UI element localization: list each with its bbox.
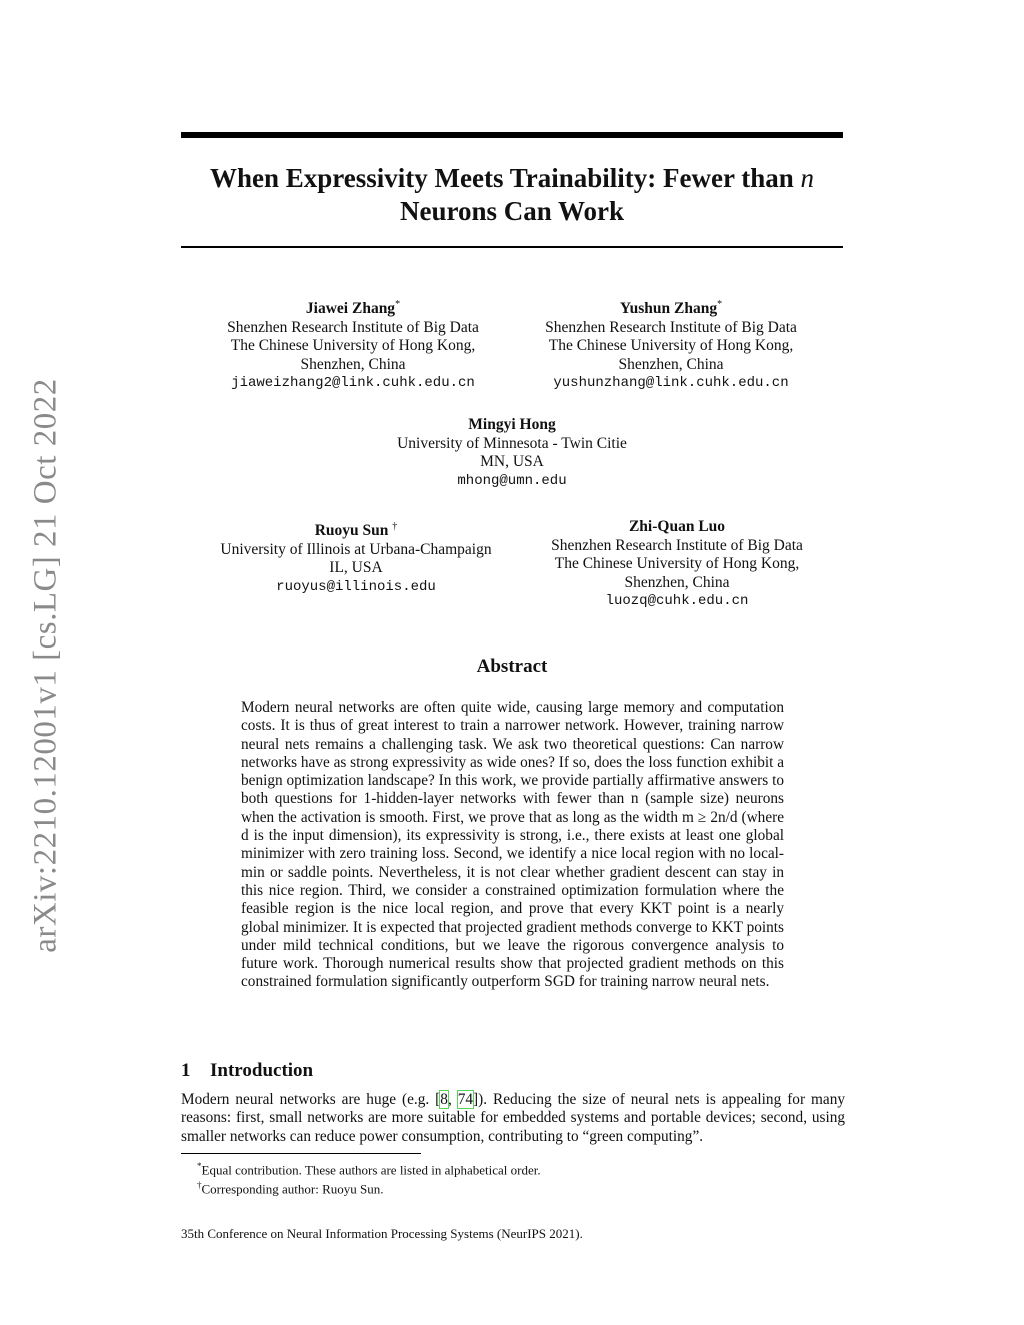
author-affiliation: Shenzhen, China bbox=[624, 573, 730, 591]
title-math-n: n bbox=[800, 163, 814, 193]
author-affiliation: Shenzhen Research Institute of Big Data bbox=[227, 318, 479, 336]
footnote-corresponding-author: †Corresponding author: Ruoyu Sun. bbox=[197, 1180, 384, 1197]
author-block-mingyi-hong bbox=[352, 416, 672, 490]
author-affiliation: Shenzhen, China bbox=[618, 355, 724, 373]
section-number: 1 bbox=[181, 1060, 191, 1081]
footnote-equal-contribution: *Equal contribution. These authors are listed in alphabetical order. bbox=[197, 1161, 541, 1178]
author-affiliation: Shenzhen Research Institute of Big Data bbox=[551, 536, 803, 554]
introduction-heading bbox=[181, 1060, 313, 1082]
author-affiliation: Shenzhen, China bbox=[300, 355, 406, 373]
author-affiliation: The Chinese University of Hong Kong, bbox=[554, 555, 800, 572]
author-affiliation: The Chinese University of Hong Kong, bbox=[230, 337, 476, 355]
author-name: Yushun Zhang* bbox=[619, 299, 723, 318]
abstract-heading: Abstract bbox=[476, 656, 548, 677]
author-affiliation: The Chinese University of Hong Kong, bbox=[548, 337, 794, 355]
author-affiliation: MN, USA bbox=[480, 453, 544, 470]
author-affiliation: IL, USA bbox=[329, 559, 383, 577]
author-name: Ruoyu Sun † bbox=[314, 521, 398, 540]
author-affiliation: University of Minnesota - Twin Citie bbox=[397, 434, 627, 452]
author-email[interactable]: ruoyus@illinois.edu bbox=[276, 578, 436, 595]
title-rule-bottom bbox=[181, 246, 843, 248]
author-block-yushun-zhang bbox=[511, 296, 831, 393]
author-affiliation: Shenzhen Research Institute of Big Data bbox=[545, 318, 797, 336]
author-email[interactable]: luozq@cuhk.edu.cn bbox=[605, 593, 749, 609]
title-part2: Neurons Can Work bbox=[399, 196, 625, 226]
author-block-ruoyu-sun bbox=[196, 518, 516, 596]
author-name: Mingyi Hong bbox=[468, 416, 556, 433]
footnote-rule bbox=[181, 1153, 421, 1154]
citation-link-74[interactable]: 74 bbox=[457, 1091, 474, 1108]
arxiv-id: arXiv:2210.12001v1 [cs.LG] 21 Oct 2022 bbox=[27, 377, 64, 953]
title-rule-top bbox=[181, 132, 843, 138]
author-block-zhi-quan-luo bbox=[517, 518, 837, 611]
author-email[interactable]: mhong@umn.edu bbox=[457, 472, 567, 489]
arxiv-stamp bbox=[16, 370, 76, 960]
author-email[interactable]: yushunzhang@link.cuhk.edu.cn bbox=[553, 375, 789, 392]
author-name: Zhi-Quan Luo bbox=[628, 518, 726, 535]
author-email[interactable]: jiaweizhang2@link.cuhk.edu.cn bbox=[231, 375, 475, 392]
title-part1: When Expressivity Meets Trainability: Fewer than bbox=[210, 163, 801, 193]
citation-link-8[interactable]: 8 bbox=[440, 1091, 448, 1108]
author-affiliation: University of Illinois at Urbana-Champaign bbox=[220, 540, 492, 558]
paper-title bbox=[181, 162, 843, 228]
author-name: Jiawei Zhang* bbox=[305, 299, 401, 318]
venue-note: 35th Conference on Neural Information Processing Systems (NeurIPS 2021). bbox=[181, 1226, 583, 1241]
introduction-text: Modern neural networks are huge (e.g. [8, 74]). Reducing the size of neural nets is appealing for many reasons: first, small networks are more suitable for embedded systems and portable devices; second, using smaller networks can reduce power consumption, contributing to “green computing”. bbox=[181, 1091, 846, 1145]
section-title: Introduction bbox=[210, 1060, 314, 1081]
abstract-text: Modern neural networks are often quite wide, causing large memory and computation costs. It is thus of great interest to train a narrower network. However, training narrow neural nets remains a challenging task. We ask two theoretical questions: Can narrow networks have as strong expressivity as wide ones? If so, does the loss function exhibit a benign optimization landscape? In this work, we provide partially affirmative answers to both questions for 1-hidden-layer networks with fewer than n (sample size) neurons when the activation is smooth. First, we prove that as long as the width m ≥ 2n/d (where d is the input dimension), its expressivity is strong, i.e., there exists at least one global minimizer with zero training loss. Second, we identify a nice local region with no local-min or saddle points. Nevertheless, it is not clear whether gradient descent can stay in this nice region. Third, we consider a constrained optimization formulation where the feasible region is the nice local region, and prove that every KKT point is a nearly global minimizer. It is expected that projected gradient methods converge to KKT points under mild technical conditions, but we leave the rigorous convergence analysis to future work. Thorough numerical results show that projected gradient methods on this constrained formulation significantly outperform SGD for training narrow neural nets. bbox=[241, 699, 784, 991]
author-block-jiawei-zhang bbox=[193, 296, 513, 393]
